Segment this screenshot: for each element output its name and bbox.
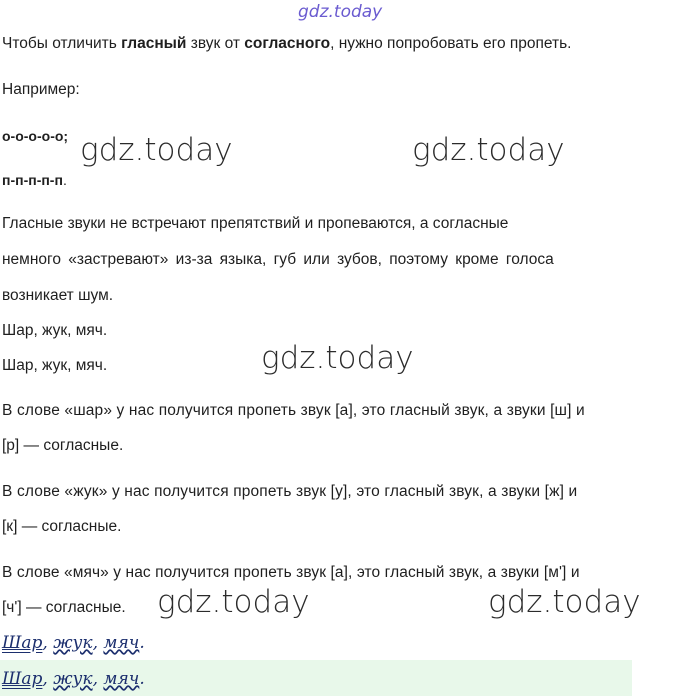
watermark-5: gdz.today	[488, 584, 641, 620]
example-consonant-end: .	[62, 172, 67, 188]
explanation-text-1: Гласные звуки не встречают препятствий и пропеваются, а согласные	[2, 215, 509, 232]
explanation-line-1	[2, 214, 634, 234]
zhuk-line-1: В слове «жук» у нас получится пропеть звук [у], это гласный звук, а звуки [ж] и	[2, 483, 578, 500]
example-vowel-text: о-о-о-о-о;	[2, 128, 69, 144]
top-watermark: gdz.today	[298, 2, 383, 22]
intro-bold-vowel: гласный	[121, 35, 187, 52]
hw1-word-myach: мяч	[103, 633, 140, 653]
zhuk-line-2: [к] — согласные.	[2, 518, 122, 535]
handwritten-analysis-1	[2, 631, 145, 655]
hw1-sep-1: ,	[42, 633, 54, 653]
myach-line-2: [ч'] — согласные.	[2, 599, 126, 616]
hw1-word-shar: Шар	[2, 633, 43, 653]
hw2-sep-1: ,	[42, 669, 54, 689]
intro-paragraph	[2, 34, 676, 54]
hw2-end: .	[139, 669, 145, 689]
example-consonant	[2, 170, 676, 190]
words-line-2: Шар, жук, мяч.	[2, 357, 108, 374]
intro-bold-consonant: согласного	[244, 35, 331, 52]
watermark-1: gdz.today	[80, 132, 233, 168]
intro-text-3: , нужно попробовать его пропеть.	[330, 35, 572, 52]
hw2-word-zhuk: жук	[53, 669, 93, 689]
words-line-1: Шар, жук, мяч.	[2, 322, 108, 339]
intro-text-1: Чтобы отличить	[2, 35, 122, 52]
explanation-line-3: возникает шум.	[2, 287, 114, 304]
shar-line-1: В слове «шар» у нас получится пропеть звук [а], это гласный звук, а звуки [ш] и	[2, 402, 585, 419]
explanation-line-2: немного «застревают» из-за языка, губ или зубов, поэтому кроме голоса	[2, 251, 554, 268]
hw2-word-shar: Шар	[2, 669, 43, 689]
watermark-3: gdz.today	[261, 340, 414, 376]
hw2-sep-2: ,	[92, 669, 104, 689]
intro-text-2: звук от	[186, 35, 245, 52]
hw2-word-myach: мяч	[103, 669, 140, 689]
hw1-end: .	[139, 633, 145, 653]
shar-line-2: [р] — согласные.	[2, 437, 124, 454]
myach-line-1: В слове «мяч» у нас получится пропеть звук [а], это гласный звук, а звуки [м'] и	[2, 564, 580, 581]
handwritten-analysis-2	[2, 667, 145, 691]
example-consonant-text: п-п-п-п-п	[2, 172, 63, 188]
example-label: Например:	[2, 81, 80, 98]
hw1-sep-2: ,	[92, 633, 104, 653]
hw1-word-zhuk: жук	[53, 633, 93, 653]
watermark-2: gdz.today	[412, 132, 565, 168]
watermark-4: gdz.today	[157, 584, 310, 620]
